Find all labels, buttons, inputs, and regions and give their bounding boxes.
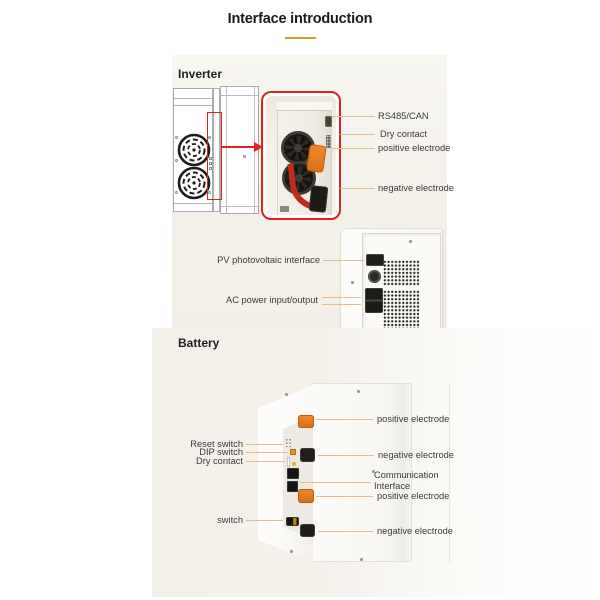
screw-icon bbox=[175, 191, 178, 194]
leader-line bbox=[246, 452, 288, 453]
highlight-rect bbox=[207, 112, 222, 200]
label-dry-contact: Dry contact bbox=[380, 129, 428, 139]
screw-icon bbox=[285, 393, 288, 396]
battery-heading: Battery bbox=[178, 336, 220, 350]
leader-line bbox=[246, 461, 285, 462]
dry-contact-port bbox=[292, 462, 296, 466]
label-dry-contact: Dry contact bbox=[195, 456, 243, 466]
label-reset-switch: Reset switch bbox=[190, 439, 243, 449]
panel-line bbox=[174, 203, 212, 204]
pv-interface-port bbox=[366, 254, 384, 266]
screw-icon bbox=[360, 558, 363, 561]
label-positive-electrode: positive electrode bbox=[377, 491, 450, 501]
label-positive-electrode: positive electrode bbox=[377, 414, 450, 424]
power-switch bbox=[286, 517, 299, 526]
screw-icon bbox=[175, 159, 178, 162]
leader-line bbox=[322, 297, 361, 298]
label-negative-electrode: negative electrode bbox=[378, 183, 454, 193]
label-pv-interface: PV photovoltaic interface bbox=[217, 255, 320, 265]
screw-icon bbox=[351, 281, 354, 284]
leader-line bbox=[318, 531, 373, 532]
label-negative-electrode: negative electrode bbox=[377, 526, 453, 536]
inverter-rear-photo bbox=[266, 96, 336, 215]
zoom-arrow-line bbox=[222, 146, 256, 148]
round-connector bbox=[368, 270, 381, 283]
inverter-top-cap bbox=[277, 102, 332, 111]
dry-contact-port bbox=[287, 457, 290, 467]
leader-line bbox=[323, 260, 364, 261]
leader-line bbox=[316, 419, 373, 420]
vent-grid bbox=[383, 260, 419, 286]
leader-line bbox=[316, 496, 373, 497]
leader-line bbox=[246, 444, 283, 445]
label-switch: switch bbox=[217, 515, 243, 525]
screw-icon bbox=[290, 550, 293, 553]
label-communication-interface: Communication Interface bbox=[374, 470, 439, 491]
fan-icon bbox=[177, 166, 211, 200]
reset-switch bbox=[285, 438, 292, 447]
dry-contact-port bbox=[326, 135, 331, 148]
fan-icon bbox=[177, 133, 211, 167]
panel-line bbox=[226, 87, 227, 213]
leader-line bbox=[340, 134, 375, 135]
vent-grid bbox=[383, 290, 419, 333]
positive-terminal bbox=[298, 489, 314, 503]
label-ac-power: AC power input/output bbox=[226, 295, 318, 305]
leader-line bbox=[340, 188, 375, 189]
panel-line bbox=[174, 98, 212, 99]
panel-line bbox=[174, 105, 212, 106]
ac-power-port bbox=[365, 288, 383, 313]
title-underline bbox=[285, 37, 316, 39]
panel-line bbox=[221, 95, 258, 96]
leader-line bbox=[318, 455, 374, 456]
page-title: Interface introduction bbox=[227, 11, 373, 27]
label-positive-electrode: positive electrode bbox=[378, 143, 451, 153]
inverter-heading: Inverter bbox=[178, 67, 223, 81]
communication-port bbox=[287, 481, 298, 492]
positive-terminal bbox=[298, 415, 314, 428]
label-rs485-can: RS485/CAN bbox=[378, 111, 429, 121]
leader-line bbox=[332, 116, 375, 117]
leader-line bbox=[300, 482, 371, 483]
label-negative-electrode: negative electrode bbox=[378, 450, 454, 460]
inverter-rear-detail-box bbox=[261, 91, 341, 220]
rs485-can-port bbox=[325, 116, 332, 127]
negative-terminal bbox=[300, 524, 315, 537]
device-sticker bbox=[280, 206, 289, 212]
negative-terminal bbox=[300, 448, 315, 462]
screw-icon bbox=[175, 136, 178, 139]
panel-line bbox=[221, 206, 258, 207]
screw-icon bbox=[243, 155, 246, 158]
screw-icon bbox=[357, 390, 360, 393]
leader-line bbox=[246, 520, 283, 521]
leader-line bbox=[332, 148, 375, 149]
dip-switch bbox=[290, 449, 296, 455]
negative-terminal bbox=[309, 185, 329, 213]
label-dip-switch: DIP switch bbox=[199, 447, 243, 457]
communication-port bbox=[287, 468, 299, 479]
leader-line bbox=[322, 304, 361, 305]
screw-icon bbox=[409, 240, 412, 243]
